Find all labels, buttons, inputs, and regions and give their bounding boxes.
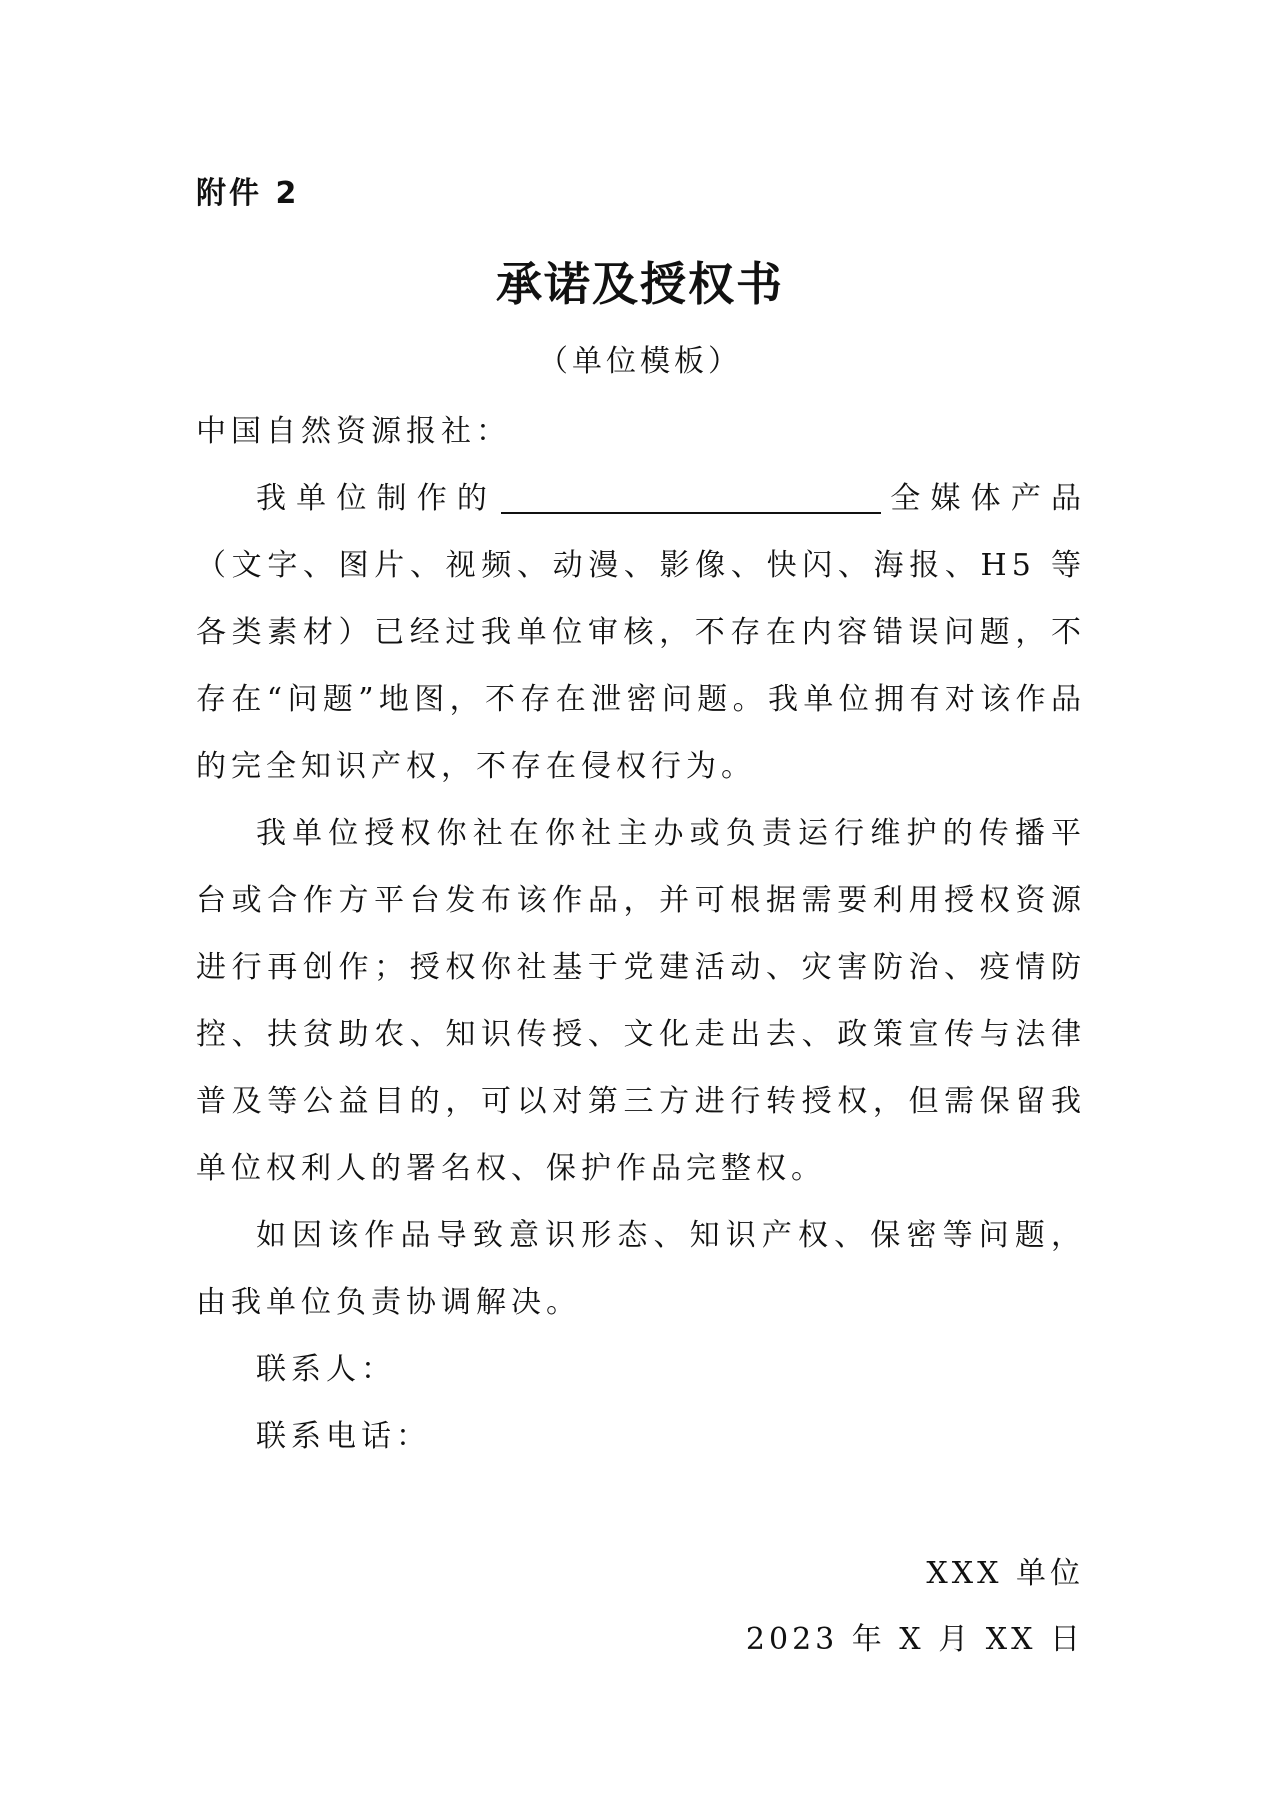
paragraph-commitment <box>196 465 1086 800</box>
paragraph-commitment-rest: 全媒体产品（文字、图片、视频、动漫、影像、快闪、海报、H5 等各类素材）已经过我单位审核，不存在内容错误问题，不存在“问题”地图，不存在泄密问题。我单位拥有对该作品的完全知识产权，不存在侵权行为。 <box>196 481 1087 784</box>
salutation: 中国自然资源报社： <box>196 414 511 449</box>
document-subtitle: （单位模板） <box>538 344 742 379</box>
paragraph-authorization: 我单位授权你社在你社主办或负责运行维护的传播平台或合作方平台发布该作品，并可根据需要利用授权资源进行再创作；授权你社基于党建活动、灾害防治、疫情防控、扶贫助农、知识传授、文化走出去、政策宣传与法律普及等公益目的，可以对第三方进行转授权，但需保留我单位权利人的署名权、保护作品完整权。 <box>196 816 1086 1186</box>
paragraph-commitment-lead: 我单位制作的 <box>256 481 498 516</box>
document-body <box>196 398 1086 1470</box>
contact-person-label: 联系人： <box>256 1352 396 1387</box>
contact-phone-label: 联系电话： <box>256 1419 431 1454</box>
product-name-blank[interactable] <box>501 476 881 514</box>
paragraph-responsibility: 如因该作品导致意识形态、知识产权、保密等问题，由我单位负责协调解决。 <box>196 1218 1086 1320</box>
document-title: 承诺及授权书 <box>496 257 784 311</box>
signature-date: 2023 年 X 月 XX 日 <box>745 1622 1084 1657</box>
signature-unit: XXX 单位 <box>926 1556 1084 1591</box>
attachment-label: 附件 2 <box>196 176 300 211</box>
